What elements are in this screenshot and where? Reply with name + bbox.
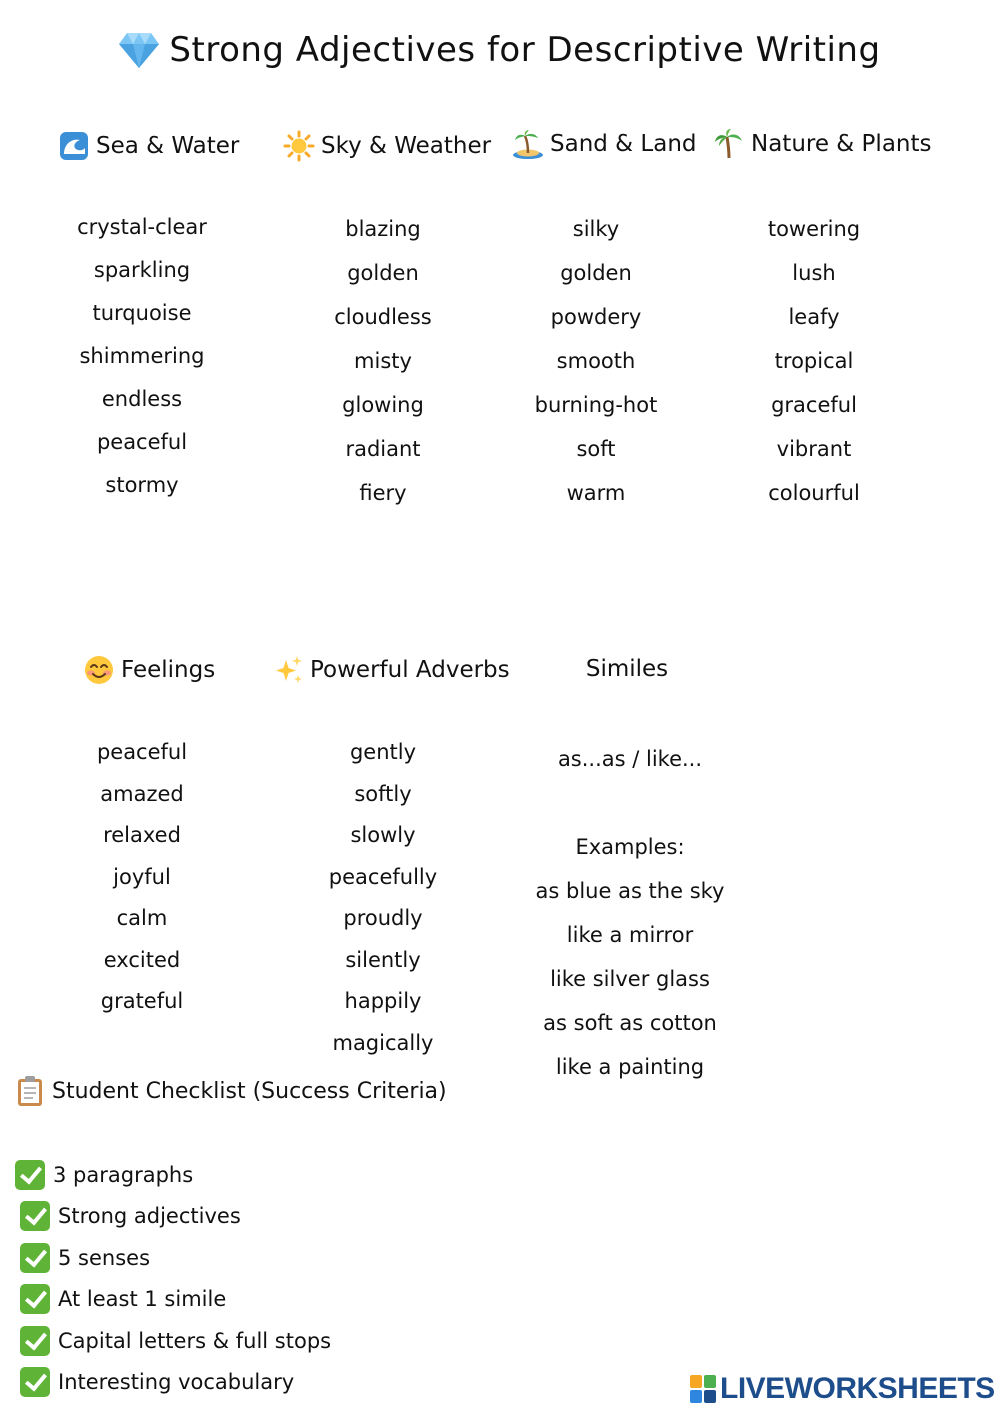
- list-item: cloudless: [334, 305, 432, 329]
- word-list: [714, 217, 914, 527]
- list-item: joyful: [113, 864, 171, 889]
- check-mark-icon: [20, 1284, 50, 1314]
- clipboard-icon: [16, 1075, 44, 1107]
- list-item: powdery: [550, 305, 642, 329]
- list-item: leafy: [788, 305, 840, 329]
- sun-icon: [283, 130, 315, 162]
- word-list: [283, 740, 483, 1070]
- list-item: excited: [103, 947, 181, 972]
- checklist-item: Capital letters & full stops: [20, 1326, 331, 1356]
- column-heading: Powerful Adverbs: [272, 654, 510, 686]
- checklist-title: Student Checklist (Success Criteria): [16, 1075, 447, 1107]
- list-item: crystal-clear: [77, 215, 207, 239]
- list-item: like a mirror: [566, 923, 694, 947]
- list-item: blazing: [345, 217, 421, 241]
- word-list: [496, 217, 696, 527]
- checklist-item: At least 1 simile: [20, 1284, 226, 1314]
- brand-name: LIVEWORKSHEETS: [720, 1372, 995, 1405]
- liveworksheets-logo-icon: [690, 1375, 716, 1403]
- list-item: warm: [566, 481, 626, 505]
- list-item: smooth: [556, 349, 636, 373]
- column-heading: Sky & Weather: [283, 130, 491, 162]
- list-item: tropical: [774, 349, 854, 373]
- check-mark-icon: [15, 1160, 45, 1190]
- list-item: silently: [345, 947, 421, 972]
- list-item: grateful: [100, 989, 184, 1013]
- list-item: golden: [560, 261, 632, 285]
- palm-tree-icon: [713, 128, 745, 160]
- list-item: glowing: [342, 393, 424, 417]
- word-list: [42, 740, 242, 1030]
- list-item: lush: [792, 261, 836, 285]
- wave-icon: [58, 130, 90, 162]
- list-item: softly: [354, 781, 412, 806]
- checklist-item: Interesting vocabulary: [20, 1367, 294, 1397]
- column-heading: Sea & Water: [58, 130, 239, 162]
- list-item: calm: [116, 906, 168, 930]
- list-item: misty: [354, 349, 412, 373]
- list-item: soft: [576, 437, 616, 461]
- list-item: like a painting: [555, 1055, 705, 1079]
- checklist-item: 3 paragraphs: [15, 1160, 193, 1190]
- column-heading: Nature & Plants: [713, 128, 932, 160]
- check-mark-icon: [20, 1201, 50, 1231]
- list-item: gently: [349, 740, 417, 764]
- list-item: stormy: [105, 473, 179, 497]
- check-mark-icon: [20, 1243, 50, 1273]
- list-item: burning-hot: [534, 393, 658, 417]
- column-heading: Sand & Land: [512, 128, 697, 160]
- island-icon: [512, 128, 544, 160]
- list-item: silky: [572, 217, 620, 241]
- list-item: fiery: [359, 481, 407, 505]
- page-title-text: Strong Adjectives for Descriptive Writing: [169, 30, 881, 70]
- list-item: radiant: [345, 437, 421, 461]
- checklist-item: Strong adjectives: [20, 1201, 241, 1231]
- similes-list: [530, 747, 730, 1087]
- list-item: peaceful: [96, 740, 188, 764]
- list-item: peaceful: [96, 430, 188, 454]
- sparkles-icon: [272, 654, 304, 686]
- checklist-item: 5 senses: [20, 1243, 150, 1273]
- list-item: magically: [332, 1030, 434, 1055]
- list-item: as soft as cotton: [543, 1011, 717, 1035]
- check-mark-icon: [20, 1367, 50, 1397]
- list-item: colourful: [768, 481, 860, 505]
- list-item: endless: [101, 387, 183, 411]
- list-item: proudly: [343, 906, 423, 930]
- list-item: slowly: [350, 823, 416, 847]
- list-item: vibrant: [776, 437, 852, 461]
- examples-label: Examples:: [575, 835, 685, 859]
- column-heading: Similes: [585, 656, 669, 682]
- liveworksheets-logo[interactable]: [690, 1372, 995, 1406]
- check-mark-icon: [20, 1326, 50, 1356]
- word-list: [283, 217, 483, 527]
- list-item: sparkling: [93, 258, 191, 282]
- column-heading: Feelings: [83, 654, 215, 686]
- list-item: relaxed: [103, 823, 181, 847]
- list-item: amazed: [100, 781, 184, 806]
- list-item: happily: [344, 989, 422, 1013]
- list-item: as blue as the sky: [535, 879, 725, 903]
- list-item: shimmering: [79, 344, 205, 368]
- list-item: turquoise: [92, 301, 192, 325]
- list-item: like silver glass: [550, 967, 710, 991]
- word-list: [42, 215, 242, 515]
- simile-pattern: as...as / like...: [557, 747, 703, 771]
- gem-icon: [119, 31, 159, 69]
- list-item: towering: [767, 217, 861, 241]
- list-item: peacefully: [328, 864, 438, 889]
- list-item: graceful: [771, 393, 857, 417]
- smiling-face-icon: [83, 654, 115, 686]
- list-item: golden: [347, 261, 419, 285]
- page-title: [0, 30, 1000, 70]
